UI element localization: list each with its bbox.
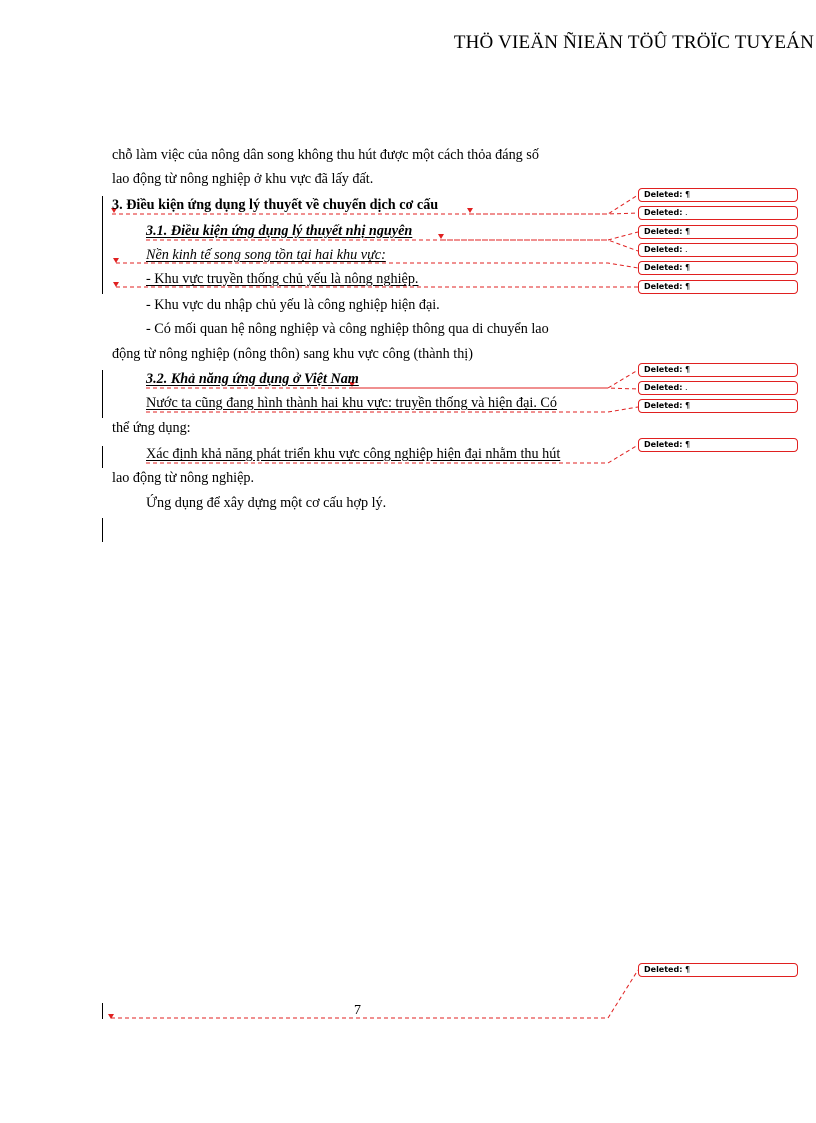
bullet-item-continuation: động từ nông nghiệp (nông thôn) sang khu vực công (thành thị) (112, 346, 473, 362)
deleted-comment-balloon[interactable] (638, 363, 798, 377)
insertion-caret (113, 258, 119, 263)
deleted-comment-balloon[interactable] (638, 225, 798, 239)
bullet-item: - Khu vực truyền thống chủ yếu là nông nghiệp. (146, 271, 419, 287)
balloon-value: ¶ (684, 965, 691, 974)
balloon-value: ¶ (684, 401, 691, 410)
deleted-comment-balloon[interactable] (638, 280, 798, 294)
subsection-heading-3-1: 3.1. Điều kiện ứng dụng lý thuyết nhị nguyên (146, 223, 413, 239)
balloon-value: ¶ (684, 440, 691, 449)
balloon-value: . (684, 383, 688, 392)
bullet-item: - Khu vực du nhập chủ yếu là công nghiệp hiện đại. (146, 297, 440, 313)
balloon-value: ¶ (684, 227, 691, 236)
balloon-label: Deleted: (644, 245, 683, 254)
balloon-label: Deleted: (644, 190, 683, 199)
balloon-value: . (684, 208, 688, 217)
deleted-comment-balloon[interactable] (638, 261, 798, 275)
insertion-caret (467, 208, 473, 213)
section-heading-3: 3. Điều kiện ứng dụng lý thuyết về chuyển dịch cơ cấu (112, 197, 439, 213)
balloon-value: ¶ (684, 190, 691, 199)
balloon-label: Deleted: (644, 440, 683, 449)
insertion-caret (108, 1014, 114, 1019)
body-text-line: chỗ làm việc của nông dân song không thu hút được một cách thỏa đáng số (112, 147, 539, 163)
body-text-line: Xác định khả năng phát triển khu vực công nghiệp hiện đại nhằm thu hút (146, 446, 561, 462)
balloon-value: ¶ (684, 263, 691, 272)
balloon-value: . (684, 245, 688, 254)
deleted-comment-balloon[interactable] (638, 963, 798, 977)
balloon-label: Deleted: (644, 208, 683, 217)
italic-intro-line: Nền kinh tế song song tồn tại hai khu vực: (146, 247, 386, 263)
balloon-label: Deleted: (644, 282, 683, 291)
balloon-label: Deleted: (644, 365, 683, 374)
balloon-label: Deleted: (644, 227, 683, 236)
insertion-caret (113, 282, 119, 287)
deleted-comment-balloon[interactable] (638, 206, 798, 220)
deleted-comment-balloon[interactable] (638, 188, 798, 202)
insertion-caret (438, 234, 444, 239)
deleted-comment-balloon[interactable] (638, 399, 798, 413)
balloon-label: Deleted: (644, 965, 683, 974)
body-text-line: lao động từ nông nghiệp ở khu vực đã lấy đất. (112, 171, 374, 187)
balloon-value: ¶ (684, 365, 691, 374)
deleted-comment-balloon[interactable] (638, 438, 798, 452)
body-text-line: thể ứng dụng: (112, 420, 191, 436)
balloon-label: Deleted: (644, 263, 683, 272)
deleted-comment-balloon[interactable] (638, 381, 798, 395)
balloon-label: Deleted: (644, 383, 683, 392)
body-text-line: lao động từ nông nghiệp. (112, 470, 255, 486)
deleted-comment-balloon[interactable] (638, 243, 798, 257)
subsection-heading-3-2: 3.2. Khả năng ứng dụng ở Việt Nam (146, 371, 359, 387)
balloon-label: Deleted: (644, 401, 683, 410)
balloon-value: ¶ (684, 282, 691, 291)
body-text-line: Ứng dụng để xây dựng một cơ cấu hợp lý. (146, 495, 387, 511)
bullet-item: - Có mối quan hệ nông nghiệp và công nghiệp thông qua di chuyển lao (146, 321, 549, 337)
document-header-title: THÖ VIEÄN ÑIEÄN TÖÛ TRÖÏC TUYEÁN (453, 32, 814, 53)
page-number: 7 (354, 1003, 361, 1018)
body-text-line: Nước ta cũng đang hình thành hai khu vực: truyền thống và hiện đại. Có (146, 395, 557, 411)
